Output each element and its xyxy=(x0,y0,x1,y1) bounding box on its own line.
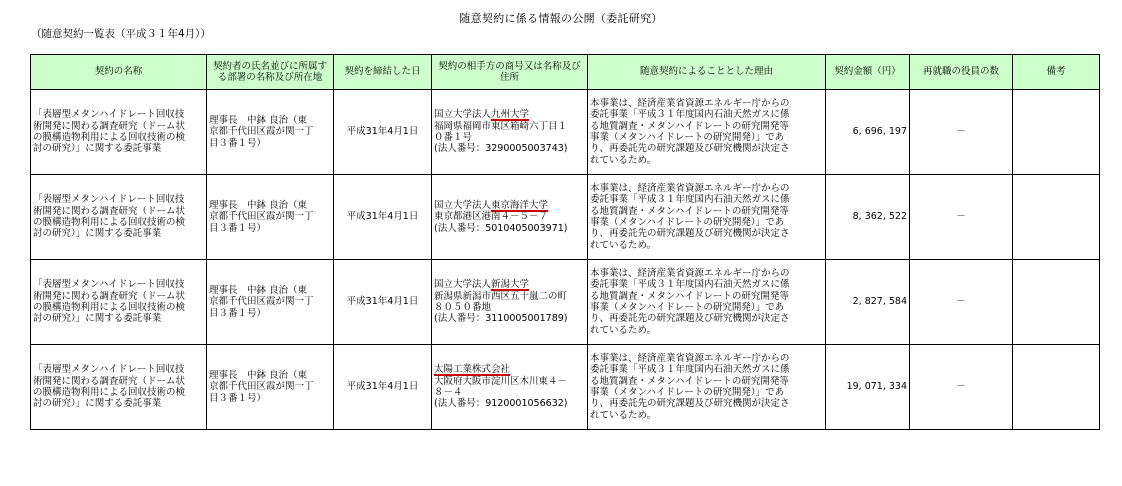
remarks-cell xyxy=(1013,260,1100,345)
contract-amount-cell: 8, 362, 522 xyxy=(826,175,910,260)
remarks-cell xyxy=(1013,345,1100,430)
page-title: 随意契約に係る情報の公開（委託研究） xyxy=(459,12,663,25)
contract-name-line: 「表層型メタンハイドレート回収技 xyxy=(33,194,185,206)
contract-date-cell: 平成31年4月1日 xyxy=(334,345,432,430)
reason-line: 事業（メタンハイドレートの研究開発）」であ xyxy=(590,302,785,313)
contract-name-line: 討の研究）」に関する委託事業 xyxy=(33,313,162,325)
header-contractor-officer: 契約者の氏名並びに所属する部署の名称及び所在地 xyxy=(207,55,334,90)
header-counterparty: 契約の相手方の商号又は名称及び住所 xyxy=(432,55,588,90)
table-row xyxy=(31,175,1100,260)
contractor-officer-cell xyxy=(207,260,334,345)
contract-name-line: 「表層型メタンハイドレート回収技 xyxy=(33,364,185,376)
header-reason: 随意契約によることとした理由 xyxy=(588,55,826,90)
reason-line: 事業（メタンハイドレートの研究開発）」であ xyxy=(590,132,785,143)
contract-name-line: 術開発に関わる調査研究（ドーム状 xyxy=(33,205,186,217)
reemployed-officers-cell: － xyxy=(910,175,1013,260)
header-contract-date: 契約を締結した日 xyxy=(334,55,432,90)
contract-name-line: 討の研究）」に関する委託事業 xyxy=(33,228,162,240)
reason-line: 本事業は、経済産業省資源エネルギー庁からの xyxy=(590,182,790,194)
contractor-officer-line: 目３番１号） xyxy=(209,307,267,319)
reemployed-officers-cell: － xyxy=(910,260,1013,345)
contract-amount-cell: 6, 696, 197 xyxy=(826,90,910,175)
counterparty-name-line xyxy=(434,109,585,120)
contractor-officer-line: 京都千代田区霞が関一丁 xyxy=(209,381,314,393)
counterparty-cell xyxy=(432,175,588,260)
counterparty-name: 太陽工業株式会社 xyxy=(434,364,511,376)
contractor-officer-cell xyxy=(207,90,334,175)
reason-cell xyxy=(588,175,826,260)
contracts-table xyxy=(30,54,1100,430)
contract-amount-cell: 19, 071, 334 xyxy=(826,345,910,430)
counterparty-address-line: ０番１号 xyxy=(434,132,473,143)
contract-name-line: 「表層型メタンハイドレート回収技 xyxy=(33,109,185,121)
contractor-officer-line: 京都千代田区霞が関一丁 xyxy=(209,126,314,138)
contractor-officer-cell xyxy=(207,345,334,430)
counterparty-address-line: 大阪府大阪市淀川区木川東４－ xyxy=(434,375,568,387)
contractor-officer-line: 理事長 中鉢 良治（東 xyxy=(209,199,308,211)
remarks-cell xyxy=(1013,175,1100,260)
contractor-officer-line: 目３番１号） xyxy=(209,137,267,149)
contract-name-line: の膜構造物利用による回収技術の検 xyxy=(33,302,186,313)
reason-cell xyxy=(588,260,826,345)
contract-name-line: 術開発に関わる調査研究（ドーム状 xyxy=(33,290,186,302)
table-subtitle: （随意契約一覧表（平成３１年4月）） xyxy=(31,28,211,40)
reason-line: 事業（メタンハイドレートの研究開発）」であ xyxy=(590,217,785,228)
contract-name-line: 術開発に関わる調査研究（ドーム状 xyxy=(33,120,186,132)
contractor-officer-line: 理事長 中鉢 良治（東 xyxy=(209,114,308,126)
contractor-officer-line: 理事長 中鉢 良治（東 xyxy=(209,369,308,381)
contractor-officer-line: 理事長 中鉢 良治（東 xyxy=(209,284,308,296)
reason-line: る地質調査・メタンハイドレートの研究開発等 xyxy=(590,120,789,132)
counterparty-address-line: ８－４ xyxy=(434,387,463,398)
contract-name-cell xyxy=(31,345,207,430)
counterparty-corporate-number: (法人番号：5010405003971) xyxy=(434,222,568,234)
counterparty-prefix: 国立大学法人 xyxy=(434,199,492,211)
contract-name-line: 討の研究）」に関する委託事業 xyxy=(33,143,162,155)
contract-date-cell: 平成31年4月1日 xyxy=(334,260,432,345)
reason-line: り、再委託先の研究課題及び研究機関が決定さ xyxy=(590,398,790,410)
reason-line: れているため。 xyxy=(590,239,657,251)
reason-cell xyxy=(588,345,826,430)
counterparty-address-line: ８０５０番地 xyxy=(434,302,492,313)
counterparty-address-line: 福岡県福岡市東区箱崎六丁目１ xyxy=(434,120,568,132)
reason-line: り、再委託先の研究課題及び研究機関が決定さ xyxy=(590,313,790,325)
contract-name-cell xyxy=(31,90,207,175)
header-reemployed-officers: 再就職の役員の数 xyxy=(910,55,1013,90)
table-row xyxy=(31,90,1100,175)
counterparty-corporate-number: (法人番号：9120001056632) xyxy=(434,398,568,410)
counterparty-cell xyxy=(432,345,588,430)
counterparty-prefix: 国立大学法人 xyxy=(434,279,492,291)
reason-line: 事業（メタンハイドレートの研究開発）」であ xyxy=(590,387,785,398)
reason-line: る地質調査・メタンハイドレートの研究開発等 xyxy=(590,290,789,302)
reason-line: 委託事業「平成３１年度国内石油天然ガスに係 xyxy=(590,194,790,206)
contract-date-cell: 平成31年4月1日 xyxy=(334,90,432,175)
reason-line: 委託事業「平成３１年度国内石油天然ガスに係 xyxy=(590,279,790,291)
header-remarks: 備考 xyxy=(1013,55,1100,90)
counterparty-name-line xyxy=(434,279,585,290)
counterparty-address-line: 新潟県新潟市西区五十嵐二の町 xyxy=(434,290,568,302)
contractor-officer-line: 目３番１号） xyxy=(209,222,267,234)
remarks-cell xyxy=(1013,90,1100,175)
reemployed-officers-cell: － xyxy=(910,90,1013,175)
reason-line: 委託事業「平成３１年度国内石油天然ガスに係 xyxy=(590,364,790,376)
counterparty-name-line xyxy=(434,364,585,375)
counterparty-name: 東京海洋大学 xyxy=(491,199,549,211)
reason-line: れているため。 xyxy=(590,154,657,166)
contract-amount-cell: 2, 827, 584 xyxy=(826,260,910,345)
counterparty-corporate-number: (法人番号：3110005001789) xyxy=(434,313,568,325)
contract-name-line: 「表層型メタンハイドレート回収技 xyxy=(33,279,185,291)
contract-name-line: の膜構造物利用による回収技術の検 xyxy=(33,387,186,398)
reason-cell xyxy=(588,90,826,175)
counterparty-name: 新潟大学 xyxy=(491,279,530,291)
contractor-officer-line: 京都千代田区霞が関一丁 xyxy=(209,296,314,308)
table-row xyxy=(31,345,1100,430)
contractor-officer-line: 京都千代田区霞が関一丁 xyxy=(209,211,314,223)
counterparty-prefix: 国立大学法人 xyxy=(434,109,492,121)
counterparty-cell xyxy=(432,260,588,345)
contract-name-line: 術開発に関わる調査研究（ドーム状 xyxy=(33,375,186,387)
reason-line: れているため。 xyxy=(590,324,657,336)
counterparty-name-line xyxy=(434,200,585,211)
table-row xyxy=(31,260,1100,345)
reason-line: り、再委託先の研究課題及び研究機関が決定さ xyxy=(590,228,790,240)
contract-name-line: の膜構造物利用による回収技術の検 xyxy=(33,132,186,143)
contractor-officer-cell xyxy=(207,175,334,260)
contract-date-cell: 平成31年4月1日 xyxy=(334,175,432,260)
contractor-officer-line: 目３番１号） xyxy=(209,392,267,404)
contract-name-line: の膜構造物利用による回収技術の検 xyxy=(33,217,186,228)
reemployed-officers-cell: － xyxy=(910,345,1013,430)
reason-line: 本事業は、経済産業省資源エネルギー庁からの xyxy=(590,267,790,279)
reason-line: 本事業は、経済産業省資源エネルギー庁からの xyxy=(590,97,790,109)
counterparty-address-line: 東京都港区港南４－５－７ xyxy=(434,211,549,223)
header-contract-name: 契約の名称 xyxy=(31,55,207,90)
counterparty-name: 九州大学 xyxy=(491,109,530,121)
header-amount: 契約金額（円） xyxy=(826,55,910,90)
header-row xyxy=(31,55,1100,90)
reason-line: る地質調査・メタンハイドレートの研究開発等 xyxy=(590,205,789,217)
contract-name-cell xyxy=(31,175,207,260)
reason-line: れているため。 xyxy=(590,409,657,421)
reason-line: り、再委託先の研究課題及び研究機関が決定さ xyxy=(590,143,790,155)
reason-line: 本事業は、経済産業省資源エネルギー庁からの xyxy=(590,352,790,364)
contract-name-cell xyxy=(31,260,207,345)
reason-line: 委託事業「平成３１年度国内石油天然ガスに係 xyxy=(590,109,790,121)
counterparty-cell xyxy=(432,90,588,175)
contract-name-line: 討の研究）」に関する委託事業 xyxy=(33,398,162,410)
counterparty-corporate-number: (法人番号：3290005003743) xyxy=(434,143,568,155)
reason-line: る地質調査・メタンハイドレートの研究開発等 xyxy=(590,375,789,387)
